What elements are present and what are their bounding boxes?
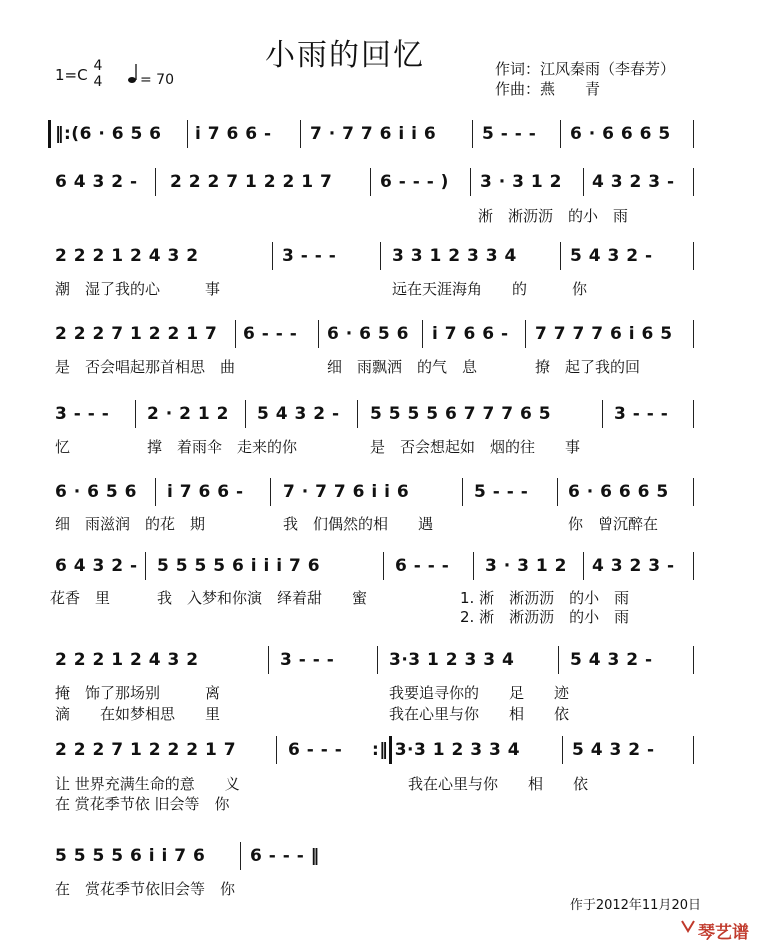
measure: i 7 6 6 - [167,482,244,502]
measure: i 7 6 6 - [432,324,509,344]
measure: 3·3 1 2 3 3 4 [389,650,515,670]
measure: :‖ 3·3 1 2 3 3 4 [372,740,521,760]
time-sig-numerator: 4 [93,58,103,74]
measure: 6 · 6 6 6 5 [568,482,669,502]
measure: 7 · 7 7 6 i i 6 [310,124,437,144]
barline [693,320,694,348]
lyric-line: 细 雨滋润 的花 期 [55,515,206,533]
measure: 6 - - - [288,740,343,760]
barline [318,320,319,348]
barline [560,120,561,148]
barline [693,736,694,764]
barline [235,320,236,348]
lyric-line: 撩 起了我的回 [535,358,641,376]
page-title: 小雨的回忆 [265,38,425,73]
barline [300,120,301,148]
lyric-line: 是 否会想起如 烟的往 事 [370,438,581,456]
measure: 5 - - - [482,124,537,144]
barline [693,552,694,580]
barline [422,320,423,348]
lyric-line: 掩 饰了那场别 离 [55,684,221,702]
measure: 6 · 6 5 6 [327,324,409,344]
barline [383,552,384,580]
measure: 3 - - - [614,404,669,424]
barline [380,242,381,270]
measure: 5 4 3 2 - [257,404,340,424]
barline [135,400,136,428]
barline [557,478,558,506]
site-logo: 琴艺谱 [698,923,749,943]
lyric-line: 让 世界充满生命的意 义 [55,775,240,793]
lyric-line: 1. 淅 淅沥沥 的小 雨 [460,589,630,607]
measure: 6 · 6 5 6 [55,482,137,502]
lyric-line: 你 曾沉醉在 [568,515,659,533]
measure: 6 4 3 2 - [55,172,138,192]
measure: 3 - - - [282,246,337,266]
lyric-line: 我要追寻你的 足 迹 [389,684,570,702]
lyric-line: 我在心里与你 相 依 [389,705,570,723]
barline [377,646,378,674]
measure: 5 4 3 2 - [572,740,655,760]
lyric-line: 滴 在如梦相思 里 [55,705,221,723]
lyric-line: 2. 淅 淅沥沥 的小 雨 [460,608,630,626]
barline [693,478,694,506]
barline [693,120,694,148]
measure: 6 - - - ) [380,172,449,192]
measure: 3 · 3 1 2 [480,172,562,192]
measure: 2 2 2 7 1 2 2 1 7 [170,172,333,192]
measure: 5 5 5 5 6 i i i 7 6 [157,556,321,576]
measure: 6 - - - ‖ [250,846,320,866]
barline [583,168,584,196]
barline [145,552,146,580]
barline [155,168,156,196]
measure: 6 - - - [243,324,298,344]
lyric-line: 潮 湿了我的心 事 [55,280,221,298]
qinyipu-logo-icon [680,918,696,934]
lyric-line: 远在天涯海角 的 你 [392,280,588,298]
measure: 5 4 3 2 - [570,650,653,670]
barline [245,400,246,428]
barline [470,168,471,196]
composer-credit: 作曲：燕 青 [495,80,601,98]
lyric-line: 是 否会唱起那首相思 曲 [55,358,236,376]
lyric-line: 淅 淅沥沥 的小 雨 [478,207,629,225]
measure: i 7 6 6 - [195,124,272,144]
measure: 5 4 3 2 - [570,246,653,266]
barline [272,242,273,270]
barline [602,400,603,428]
key-signature: 1=C [55,66,88,84]
measure: 3 · 3 1 2 [485,556,567,576]
quarter-note-icon [127,62,141,84]
barline [693,400,694,428]
lyric-line: 我 们偶然的相 遇 [283,515,434,533]
tempo-marking: = 70 [140,72,174,88]
measure: 2 2 2 1 2 4 3 2 [55,650,199,670]
measure: 7 7 7 7 6 i 6 5 [535,324,673,344]
measure: 5 5 5 5 6 7 7 7 6 5 [370,404,552,424]
lyric-line: 忆 [55,438,71,456]
barline [187,120,188,148]
barline [357,400,358,428]
measure: 3 - - - [55,404,110,424]
barline [583,552,584,580]
measure: 2 2 2 7 1 2 2 2 1 7 [55,740,237,760]
measure: 2 2 2 1 2 4 3 2 [55,246,199,266]
barline [525,320,526,348]
measure: 3 - - - [280,650,335,670]
lyric-line: 在 赏花季节依 旧会等 你 [55,795,230,813]
measure: ‖:(6 · 6 5 6 [55,124,162,144]
lyric-line: 细 雨飘洒 的气 息 [327,358,478,376]
barline [270,478,271,506]
barline [240,842,241,870]
barline [370,168,371,196]
measure: 3 3 1 2 3 3 4 [392,246,517,266]
barline [558,646,559,674]
lyric-line: 撑 着雨伞 走来的你 [147,438,298,456]
measure: 6 · 6 6 6 5 [570,124,671,144]
lyric-line: 我在心里与你 相 依 [408,775,589,793]
measure: 5 - - - [474,482,529,502]
barline [693,242,694,270]
measure: 5 5 5 5 6 i i 7 6 [55,846,206,866]
barline [693,168,694,196]
barline [268,646,269,674]
barline [472,120,473,148]
lyric-line: 花香 里 [50,589,111,607]
lyricist-credit: 作词：江风秦雨（李春芳） [495,60,676,78]
lyric-line: 我 入梦和你演 绎着甜 蜜 [157,589,368,607]
barline [473,552,474,580]
measure: 4 3 2 3 - [592,172,675,192]
time-signature [92,58,104,90]
measure: 7 · 7 7 6 i i 6 [283,482,410,502]
measure: 2 2 2 7 1 2 2 1 7 [55,324,218,344]
measure: 2 · 2 1 2 [147,404,229,424]
barline [693,646,694,674]
barline [276,736,277,764]
measure: 6 4 3 2 - [55,556,138,576]
barline [560,242,561,270]
time-sig-denominator: 4 [93,74,103,90]
composition-date: 作于2012年11月20日 [569,898,701,913]
barline [562,736,563,764]
measure: 4 3 2 3 - [592,556,675,576]
repeat-start-bar [48,120,51,148]
lyric-line: 在 赏花季节依旧会等 你 [55,880,236,898]
barline [462,478,463,506]
barline [155,478,156,506]
measure: 6 - - - [395,556,450,576]
